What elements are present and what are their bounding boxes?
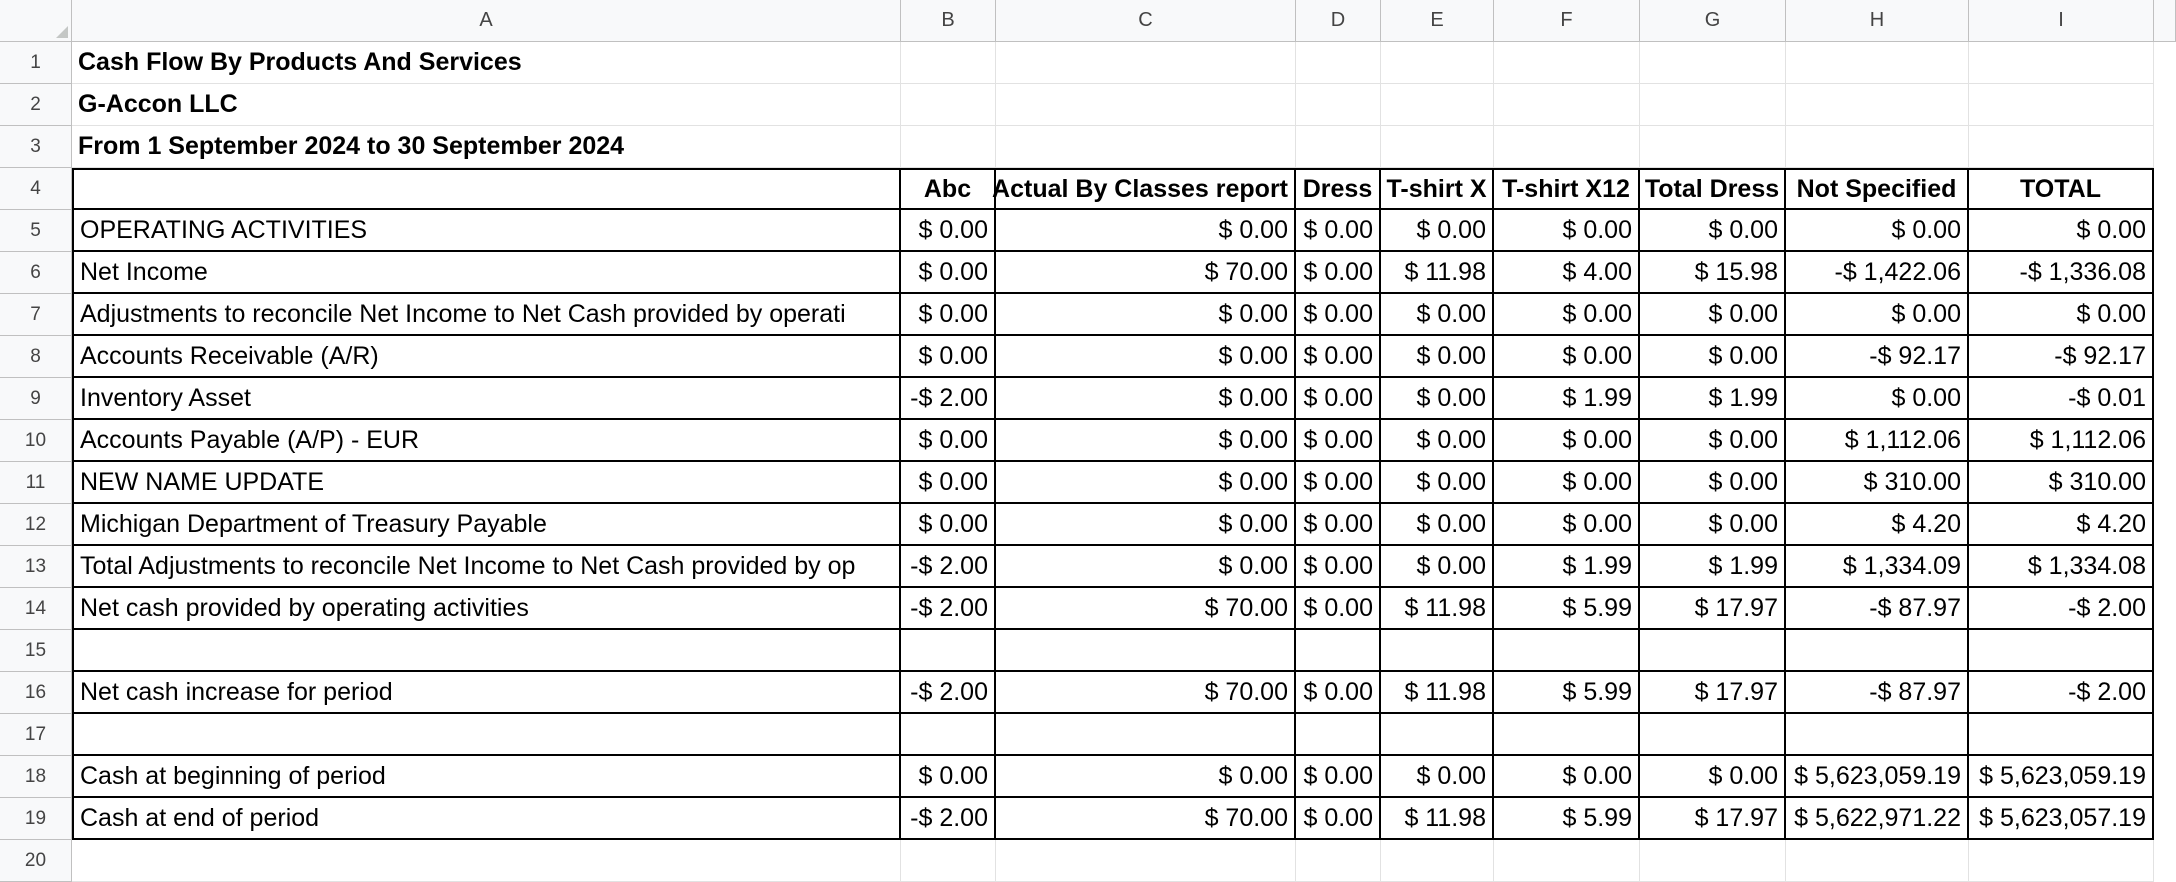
cell-d6[interactable]: $ 0.00 <box>1296 252 1381 294</box>
cell-f4[interactable]: T-shirt X12 <box>1494 168 1640 210</box>
cell-i10[interactable]: $ 1,112.06 <box>1969 420 2154 462</box>
cell-b19[interactable]: -$ 2.00 <box>901 798 996 840</box>
cell-e13[interactable]: $ 0.00 <box>1381 546 1494 588</box>
cell-b17[interactable] <box>901 714 996 756</box>
cell-e16[interactable]: $ 11.98 <box>1381 672 1494 714</box>
cell-c19[interactable]: $ 70.00 <box>996 798 1296 840</box>
cell-d17[interactable] <box>1296 714 1381 756</box>
row-header-7[interactable]: 7 <box>0 294 72 336</box>
cell-g2[interactable] <box>1640 84 1786 126</box>
cell-c15[interactable] <box>996 630 1296 672</box>
cell-d15[interactable] <box>1296 630 1381 672</box>
cell-e7[interactable]: $ 0.00 <box>1381 294 1494 336</box>
cell-e19[interactable]: $ 11.98 <box>1381 798 1494 840</box>
cell-c12[interactable]: $ 0.00 <box>996 504 1296 546</box>
cell-g1[interactable] <box>1640 42 1786 84</box>
column-header-a[interactable]: A <box>72 0 901 42</box>
cell-c1[interactable] <box>996 42 1296 84</box>
cell-a12[interactable]: Michigan Department of Treasury Payable <box>72 504 901 546</box>
cell-b4[interactable]: Abc <box>901 168 996 210</box>
cell-i12[interactable]: $ 4.20 <box>1969 504 2154 546</box>
cell-g9[interactable]: $ 1.99 <box>1640 378 1786 420</box>
cell-a6[interactable]: Net Income <box>72 252 901 294</box>
cell-f10[interactable]: $ 0.00 <box>1494 420 1640 462</box>
cell-c13[interactable]: $ 0.00 <box>996 546 1296 588</box>
cell-d14[interactable]: $ 0.00 <box>1296 588 1381 630</box>
cell-c17[interactable] <box>996 714 1296 756</box>
cell-c3[interactable] <box>996 126 1296 168</box>
cell-h13[interactable]: $ 1,334.09 <box>1786 546 1969 588</box>
cell-b11[interactable]: $ 0.00 <box>901 462 996 504</box>
cell-b12[interactable]: $ 0.00 <box>901 504 996 546</box>
cell-c4[interactable]: Actual By Classes report <box>996 168 1296 210</box>
row-header-6[interactable]: 6 <box>0 252 72 294</box>
cell-g17[interactable] <box>1640 714 1786 756</box>
cell-h11[interactable]: $ 310.00 <box>1786 462 1969 504</box>
cell-c20[interactable] <box>996 840 1296 882</box>
cell-i11[interactable]: $ 310.00 <box>1969 462 2154 504</box>
cell-h10[interactable]: $ 1,112.06 <box>1786 420 1969 462</box>
cell-i13[interactable]: $ 1,334.08 <box>1969 546 2154 588</box>
cell-g7[interactable]: $ 0.00 <box>1640 294 1786 336</box>
cell-d2[interactable] <box>1296 84 1381 126</box>
cell-a5[interactable]: OPERATING ACTIVITIES <box>72 210 901 252</box>
cell-f2[interactable] <box>1494 84 1640 126</box>
cell-h2[interactable] <box>1786 84 1969 126</box>
cell-h6[interactable]: -$ 1,422.06 <box>1786 252 1969 294</box>
row-header-10[interactable]: 10 <box>0 420 72 462</box>
cell-f9[interactable]: $ 1.99 <box>1494 378 1640 420</box>
cell-d19[interactable]: $ 0.00 <box>1296 798 1381 840</box>
cell-f14[interactable]: $ 5.99 <box>1494 588 1640 630</box>
cell-i1[interactable] <box>1969 42 2154 84</box>
cell-d16[interactable]: $ 0.00 <box>1296 672 1381 714</box>
row-header-16[interactable]: 16 <box>0 672 72 714</box>
column-header-c[interactable]: C <box>996 0 1296 42</box>
cell-i2[interactable] <box>1969 84 2154 126</box>
cell-g15[interactable] <box>1640 630 1786 672</box>
row-header-3[interactable]: 3 <box>0 126 72 168</box>
cell-b3[interactable] <box>901 126 996 168</box>
cell-i7[interactable]: $ 0.00 <box>1969 294 2154 336</box>
cell-d8[interactable]: $ 0.00 <box>1296 336 1381 378</box>
cell-f17[interactable] <box>1494 714 1640 756</box>
cell-a8[interactable]: Accounts Receivable (A/R) <box>72 336 901 378</box>
column-header-h[interactable]: H <box>1786 0 1969 42</box>
row-header-14[interactable]: 14 <box>0 588 72 630</box>
cell-a1[interactable]: Cash Flow By Products And Services <box>72 42 901 84</box>
cell-f19[interactable]: $ 5.99 <box>1494 798 1640 840</box>
column-header-filler <box>2154 0 2176 42</box>
cell-b1[interactable] <box>901 42 996 84</box>
select-all-corner[interactable] <box>0 0 72 42</box>
cell-d9[interactable]: $ 0.00 <box>1296 378 1381 420</box>
cell-b5[interactable]: $ 0.00 <box>901 210 996 252</box>
cell-e12[interactable]: $ 0.00 <box>1381 504 1494 546</box>
cell-h5[interactable]: $ 0.00 <box>1786 210 1969 252</box>
cell-d11[interactable]: $ 0.00 <box>1296 462 1381 504</box>
cell-e5[interactable]: $ 0.00 <box>1381 210 1494 252</box>
cell-i14[interactable]: -$ 2.00 <box>1969 588 2154 630</box>
cell-h17[interactable] <box>1786 714 1969 756</box>
cell-f3[interactable] <box>1494 126 1640 168</box>
cell-b2[interactable] <box>901 84 996 126</box>
cell-h14[interactable]: -$ 87.97 <box>1786 588 1969 630</box>
cell-c8[interactable]: $ 0.00 <box>996 336 1296 378</box>
cell-c5[interactable]: $ 0.00 <box>996 210 1296 252</box>
cell-c10[interactable]: $ 0.00 <box>996 420 1296 462</box>
cell-d10[interactable]: $ 0.00 <box>1296 420 1381 462</box>
row-header-1[interactable]: 1 <box>0 42 72 84</box>
cell-e3[interactable] <box>1381 126 1494 168</box>
cell-g3[interactable] <box>1640 126 1786 168</box>
cell-i15[interactable] <box>1969 630 2154 672</box>
cell-d4[interactable]: Dress <box>1296 168 1381 210</box>
cell-d3[interactable] <box>1296 126 1381 168</box>
cell-a14[interactable]: Net cash provided by operating activities <box>72 588 901 630</box>
cell-e10[interactable]: $ 0.00 <box>1381 420 1494 462</box>
cell-f11[interactable]: $ 0.00 <box>1494 462 1640 504</box>
cell-h20[interactable] <box>1786 840 1969 882</box>
cell-b16[interactable]: -$ 2.00 <box>901 672 996 714</box>
cell-i18[interactable]: $ 5,623,059.19 <box>1969 756 2154 798</box>
cell-h12[interactable]: $ 4.20 <box>1786 504 1969 546</box>
cell-h19[interactable]: $ 5,622,971.22 <box>1786 798 1969 840</box>
row-header-11[interactable]: 11 <box>0 462 72 504</box>
cell-d20[interactable] <box>1296 840 1381 882</box>
cell-g12[interactable]: $ 0.00 <box>1640 504 1786 546</box>
cell-e8[interactable]: $ 0.00 <box>1381 336 1494 378</box>
cell-g4[interactable]: Total Dress <box>1640 168 1786 210</box>
cell-h15[interactable] <box>1786 630 1969 672</box>
cell-e15[interactable] <box>1381 630 1494 672</box>
row-header-19[interactable]: 19 <box>0 798 72 840</box>
cell-i16[interactable]: -$ 2.00 <box>1969 672 2154 714</box>
cell-h9[interactable]: $ 0.00 <box>1786 378 1969 420</box>
cell-b8[interactable]: $ 0.00 <box>901 336 996 378</box>
cell-b9[interactable]: -$ 2.00 <box>901 378 996 420</box>
cell-g13[interactable]: $ 1.99 <box>1640 546 1786 588</box>
cell-d7[interactable]: $ 0.00 <box>1296 294 1381 336</box>
cell-f1[interactable] <box>1494 42 1640 84</box>
cell-f5[interactable]: $ 0.00 <box>1494 210 1640 252</box>
cell-f18[interactable]: $ 0.00 <box>1494 756 1640 798</box>
cell-i20[interactable] <box>1969 840 2154 882</box>
cell-a3[interactable]: From 1 September 2024 to 30 September 2024 <box>72 126 901 168</box>
cell-h16[interactable]: -$ 87.97 <box>1786 672 1969 714</box>
row-header-5[interactable]: 5 <box>0 210 72 252</box>
cell-a19[interactable]: Cash at end of period <box>72 798 901 840</box>
cell-a7[interactable]: Adjustments to reconcile Net Income to Net Cash provided by operati <box>72 294 901 336</box>
cell-g6[interactable]: $ 15.98 <box>1640 252 1786 294</box>
cell-b20[interactable] <box>901 840 996 882</box>
cell-c9[interactable]: $ 0.00 <box>996 378 1296 420</box>
cell-i4[interactable]: TOTAL <box>1969 168 2154 210</box>
cell-a9[interactable]: Inventory Asset <box>72 378 901 420</box>
cell-c6[interactable]: $ 70.00 <box>996 252 1296 294</box>
row-header-13[interactable]: 13 <box>0 546 72 588</box>
cell-a13[interactable]: Total Adjustments to reconcile Net Income to Net Cash provided by op <box>72 546 901 588</box>
cell-b7[interactable]: $ 0.00 <box>901 294 996 336</box>
cell-a11[interactable]: NEW NAME UPDATE <box>72 462 901 504</box>
cell-e17[interactable] <box>1381 714 1494 756</box>
cell-a18[interactable]: Cash at beginning of period <box>72 756 901 798</box>
cell-c11[interactable]: $ 0.00 <box>996 462 1296 504</box>
cell-e1[interactable] <box>1381 42 1494 84</box>
cell-c14[interactable]: $ 70.00 <box>996 588 1296 630</box>
cell-i8[interactable]: -$ 92.17 <box>1969 336 2154 378</box>
cell-a2[interactable]: G-Accon LLC <box>72 84 901 126</box>
cell-d5[interactable]: $ 0.00 <box>1296 210 1381 252</box>
row-header-15[interactable]: 15 <box>0 630 72 672</box>
cell-g5[interactable]: $ 0.00 <box>1640 210 1786 252</box>
row-header-18[interactable]: 18 <box>0 756 72 798</box>
cell-e4[interactable]: T-shirt X <box>1381 168 1494 210</box>
cell-g20[interactable] <box>1640 840 1786 882</box>
cell-e6[interactable]: $ 11.98 <box>1381 252 1494 294</box>
cell-h3[interactable] <box>1786 126 1969 168</box>
cell-g10[interactable]: $ 0.00 <box>1640 420 1786 462</box>
cell-c18[interactable]: $ 0.00 <box>996 756 1296 798</box>
cell-i3[interactable] <box>1969 126 2154 168</box>
cell-a17[interactable] <box>72 714 901 756</box>
cell-b6[interactable]: $ 0.00 <box>901 252 996 294</box>
row-header-8[interactable]: 8 <box>0 336 72 378</box>
column-header-g[interactable]: G <box>1640 0 1786 42</box>
row-header-20[interactable]: 20 <box>0 840 72 882</box>
cell-i6[interactable]: -$ 1,336.08 <box>1969 252 2154 294</box>
cell-c2[interactable] <box>996 84 1296 126</box>
row-header-17[interactable]: 17 <box>0 714 72 756</box>
cell-g18[interactable]: $ 0.00 <box>1640 756 1786 798</box>
column-header-f[interactable]: F <box>1494 0 1640 42</box>
row-header-4[interactable]: 4 <box>0 168 72 210</box>
cell-i17[interactable] <box>1969 714 2154 756</box>
cell-b10[interactable]: $ 0.00 <box>901 420 996 462</box>
cell-b14[interactable]: -$ 2.00 <box>901 588 996 630</box>
cell-f13[interactable]: $ 1.99 <box>1494 546 1640 588</box>
cell-h7[interactable]: $ 0.00 <box>1786 294 1969 336</box>
cell-e14[interactable]: $ 11.98 <box>1381 588 1494 630</box>
column-header-b[interactable]: B <box>901 0 996 42</box>
cell-a16[interactable]: Net cash increase for period <box>72 672 901 714</box>
cell-e2[interactable] <box>1381 84 1494 126</box>
cell-b15[interactable] <box>901 630 996 672</box>
cell-i5[interactable]: $ 0.00 <box>1969 210 2154 252</box>
cell-h1[interactable] <box>1786 42 1969 84</box>
cell-a10[interactable]: Accounts Payable (A/P) - EUR <box>72 420 901 462</box>
column-header-i[interactable]: I <box>1969 0 2154 42</box>
row-header-2[interactable]: 2 <box>0 84 72 126</box>
cell-g14[interactable]: $ 17.97 <box>1640 588 1786 630</box>
cell-b13[interactable]: -$ 2.00 <box>901 546 996 588</box>
cell-g16[interactable]: $ 17.97 <box>1640 672 1786 714</box>
row-header-12[interactable]: 12 <box>0 504 72 546</box>
cell-e9[interactable]: $ 0.00 <box>1381 378 1494 420</box>
cell-f12[interactable]: $ 0.00 <box>1494 504 1640 546</box>
cell-i9[interactable]: -$ 0.01 <box>1969 378 2154 420</box>
row-header-9[interactable]: 9 <box>0 378 72 420</box>
cell-i19[interactable]: $ 5,623,057.19 <box>1969 798 2154 840</box>
column-header-e[interactable]: E <box>1381 0 1494 42</box>
cell-g11[interactable]: $ 0.00 <box>1640 462 1786 504</box>
cell-e20[interactable] <box>1381 840 1494 882</box>
cell-d13[interactable]: $ 0.00 <box>1296 546 1381 588</box>
cell-g8[interactable]: $ 0.00 <box>1640 336 1786 378</box>
cell-e11[interactable]: $ 0.00 <box>1381 462 1494 504</box>
cell-d1[interactable] <box>1296 42 1381 84</box>
cell-h8[interactable]: -$ 92.17 <box>1786 336 1969 378</box>
cell-f8[interactable]: $ 0.00 <box>1494 336 1640 378</box>
cell-f20[interactable] <box>1494 840 1640 882</box>
cell-e18[interactable]: $ 0.00 <box>1381 756 1494 798</box>
cell-d12[interactable]: $ 0.00 <box>1296 504 1381 546</box>
cell-b18[interactable]: $ 0.00 <box>901 756 996 798</box>
column-header-d[interactable]: D <box>1296 0 1381 42</box>
cell-a4[interactable] <box>72 168 901 210</box>
cell-g19[interactable]: $ 17.97 <box>1640 798 1786 840</box>
cell-f16[interactable]: $ 5.99 <box>1494 672 1640 714</box>
cell-a15[interactable] <box>72 630 901 672</box>
cell-h18[interactable]: $ 5,623,059.19 <box>1786 756 1969 798</box>
cell-f15[interactable] <box>1494 630 1640 672</box>
cell-h4[interactable]: Not Specified <box>1786 168 1969 210</box>
cell-f7[interactable]: $ 0.00 <box>1494 294 1640 336</box>
cell-c7[interactable]: $ 0.00 <box>996 294 1296 336</box>
cell-d18[interactable]: $ 0.00 <box>1296 756 1381 798</box>
cell-f6[interactable]: $ 4.00 <box>1494 252 1640 294</box>
cell-c16[interactable]: $ 70.00 <box>996 672 1296 714</box>
cell-a20[interactable] <box>72 840 901 882</box>
